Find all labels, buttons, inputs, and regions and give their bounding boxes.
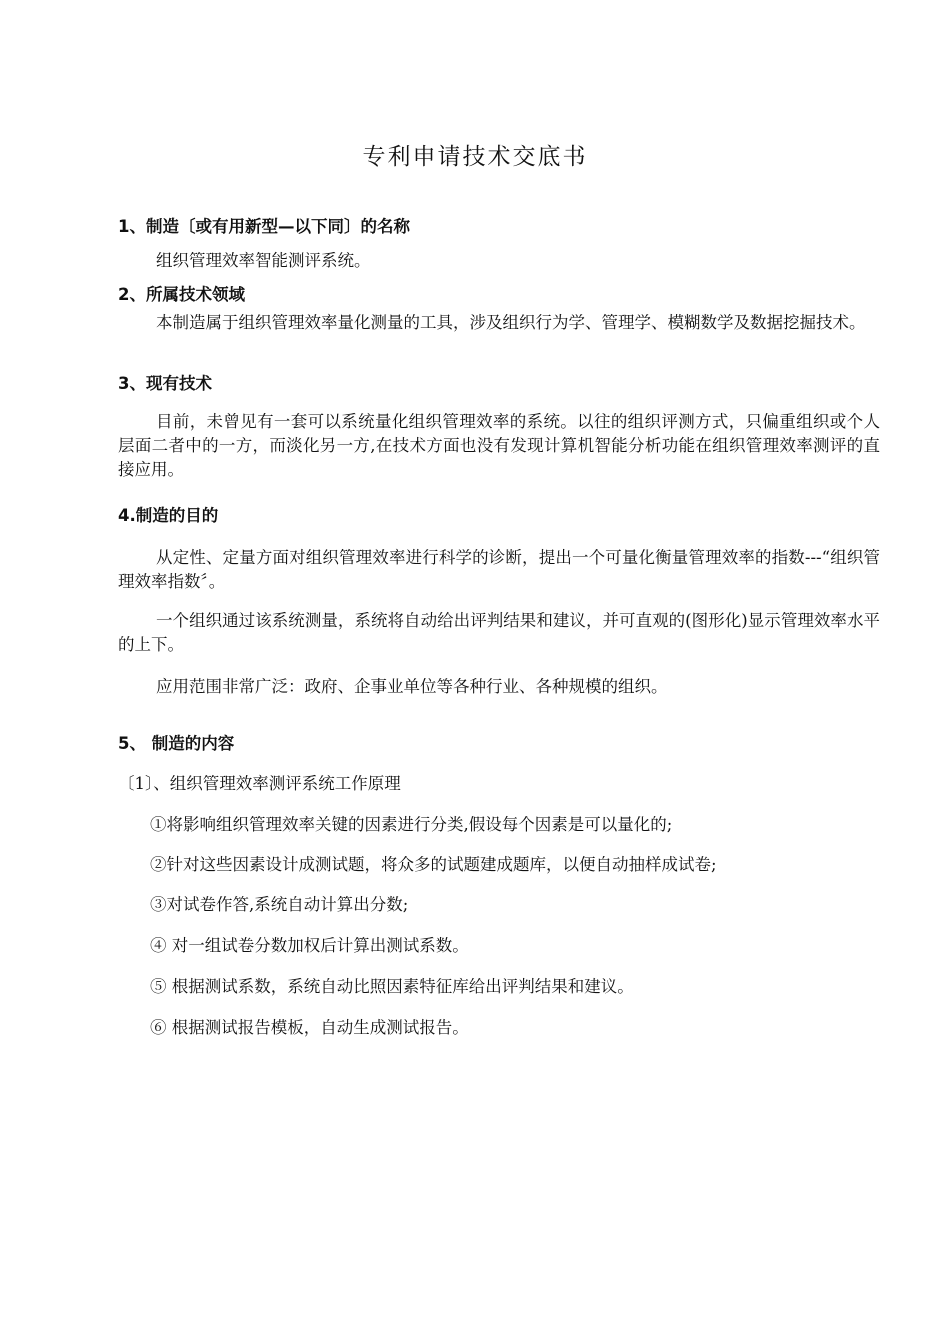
section-2-heading: 2、所属技术领域 — [118, 285, 245, 304]
list-item: ①将影响组织管理效率关键的因素进行分类,假设每个因素是可以量化的; — [150, 815, 673, 834]
list-item: ③对试卷作答,系统自动计算出分数; — [150, 895, 409, 914]
section-4-paragraph-1: 从定性、定量方面对组织管理效率进行科学的诊断，提出一个可量化衡量管理效率的指数---“组织管理效率指数〞。 — [118, 548, 880, 591]
section-5-subheading: 〔1〕、组织管理效率测评系统工作原理 — [118, 774, 401, 793]
section-4-paragraph-3: 应用范围非常广泛：政府、企事业单位等各种行业、各种规模的组织。 — [156, 677, 668, 696]
section-3-body: 目前，未曾见有一套可以系统量化组织管理效率的系统。以往的组织评测方式，只偏重组织或个人层面二者中的一方，而淡化另一方,在技术方面也没有发现计算机智能分析功能在组织管理效率测评的直接应用。 — [118, 412, 880, 479]
section-4-heading: 4.制造的目的 — [118, 506, 219, 525]
section-4-paragraph-2: 一个组织通过该系统测量，系统将自动给出评判结果和建议，并可直观的(图形化)显示管理效率水平的上下。 — [118, 611, 880, 654]
document-title: 专利申请技术交底书 — [362, 144, 588, 170]
section-3-heading: 3、现有技术 — [118, 374, 212, 393]
section-2-body: 本制造属于组织管理效率量化测量的工具，涉及组织行为学、管理学、模糊数学及数据挖掘技术。 — [156, 313, 866, 332]
section-1-heading: 1、制造〔或有用新型—以下同〕的名称 — [118, 217, 410, 236]
list-item: ⑤ 根据测试系数，系统自动比照因素特征库给出评判结果和建议。 — [150, 977, 634, 996]
list-item: ②针对这些因素设计成测试题，将众多的试题建成题库，以便自动抽样成试卷; — [150, 855, 717, 874]
list-item: ④ 对一组试卷分数加权后计算出测试系数。 — [150, 936, 469, 955]
list-item: ⑥ 根据测试报告模板，自动生成测试报告。 — [150, 1018, 469, 1037]
section-5-heading: 5、 制造的内容 — [118, 734, 235, 753]
section-1-body: 组织管理效率智能测评系统。 — [156, 251, 371, 270]
